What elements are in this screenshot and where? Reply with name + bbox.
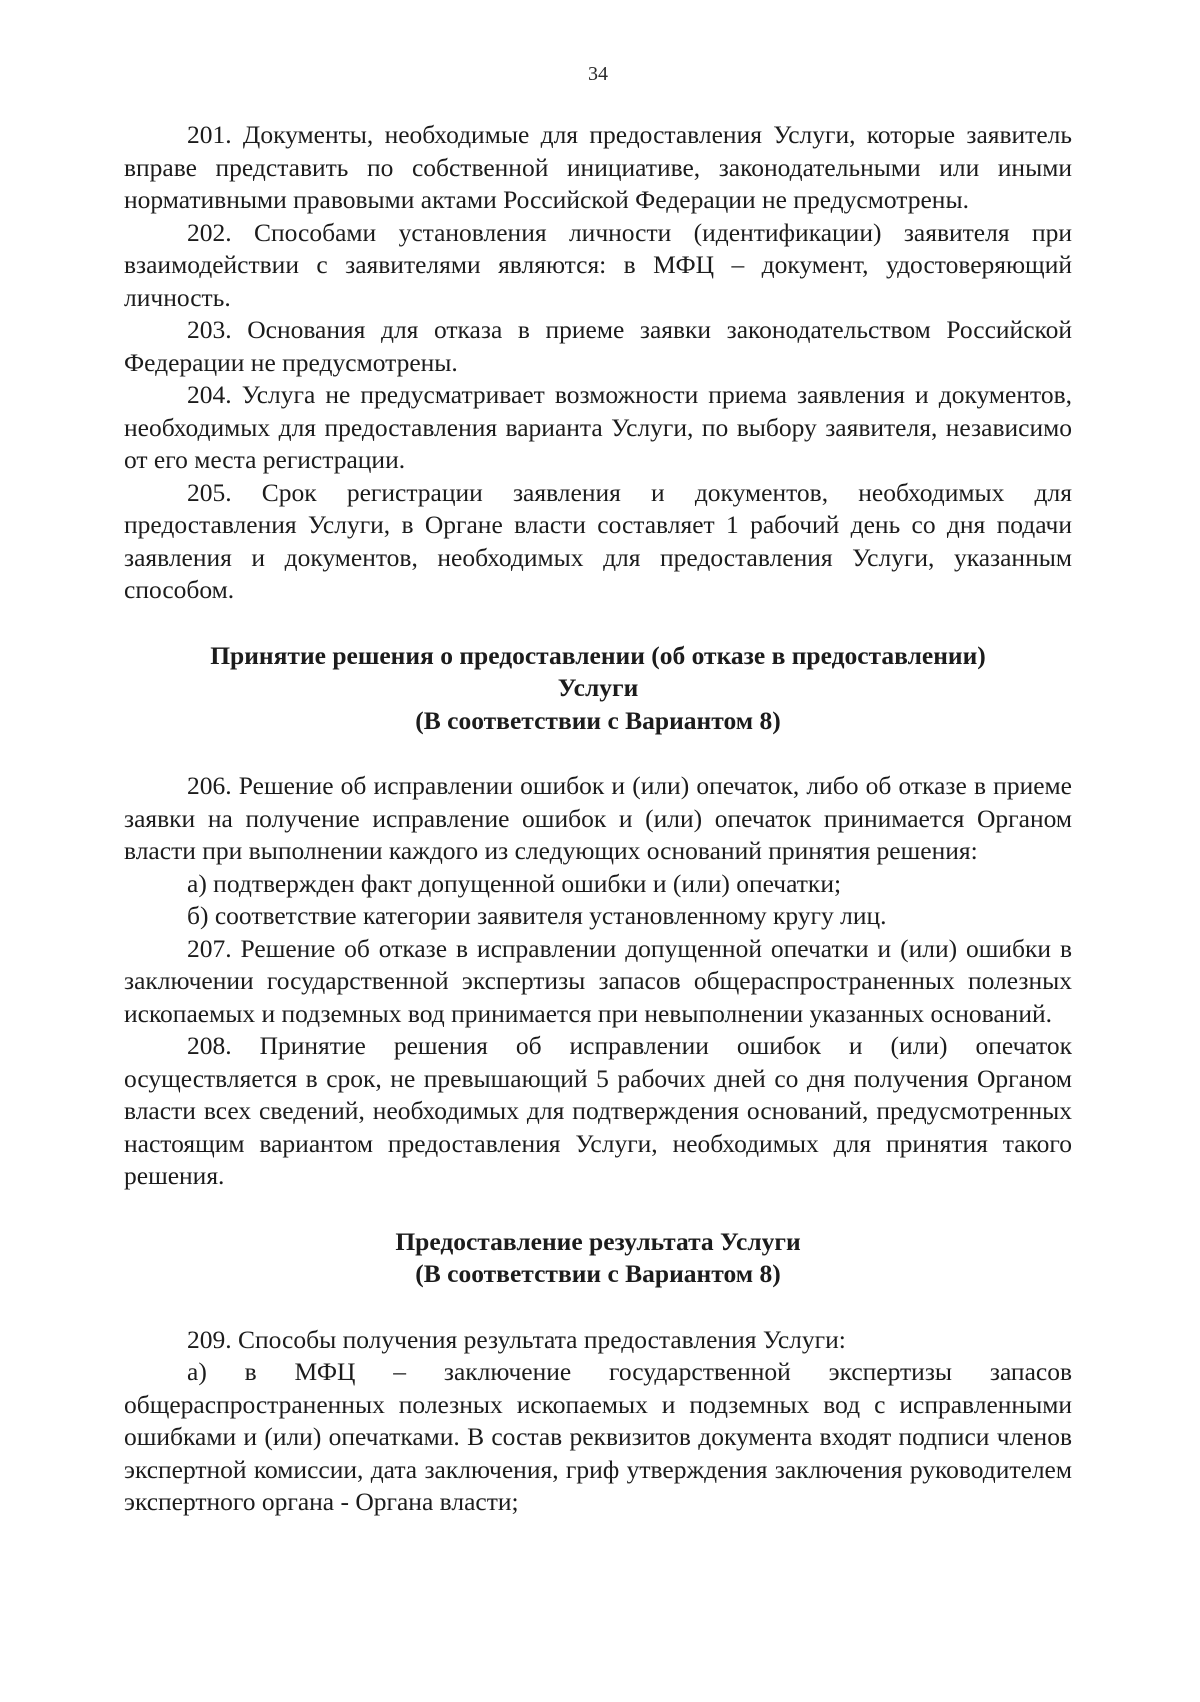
paragraph-202: 202. Способами установления личности (идентификации) заявителя при взаимодействии с заявителями являются: в МФЦ – документ, удостоверяющий личность. — [124, 217, 1072, 312]
paragraph-206-b: б) соответствие категории заявителя установленному кругу лиц. — [187, 901, 887, 930]
heading-line: Предоставление результата Услуги — [395, 1226, 801, 1256]
heading-line: Услуги — [557, 673, 639, 702]
paragraph-203: 203. Основания для отказа в приеме заявки законодательством Российской Федерации не предусмотрены. — [124, 315, 1072, 377]
paragraph-207: 207. Решение об отказе в исправлении допущенной опечатки и (или) ошибки в заключении государственной экспертизы запасов общераспространенных полезных ископаемых и подземных вод принимается при невыполнении указанных оснований. — [124, 933, 1072, 1028]
paragraph-206: 206. Решение об исправлении ошибок и (или) опечаток, либо об отказе в приеме заявки на получение исправление ошибок и (или) опечаток принимается Органом власти при выполнении каждого из следующих оснований принятия решения: — [124, 771, 1072, 865]
paragraph-209: 209. Способы получения результата предоставления Услуги: — [187, 1324, 846, 1354]
paragraph-206-a: а) подтвержден факт допущенной ошибки и (или) опечатки; — [187, 868, 842, 898]
heading-line: (В соответствии с Вариантом 8) — [415, 705, 781, 735]
heading-line: Принятие решения о предоставлении (об отказе в предоставлении) — [210, 640, 986, 670]
heading-line: (В соответствии с Вариантом 8) — [415, 1259, 781, 1288]
section-heading-result — [124, 1226, 1072, 1291]
paragraph-208: 208. Принятие решения об исправлении ошибок и (или) опечаток осуществляется в срок, не превышающий 5 рабочих дней со дня получения Органом власти всех сведений, необходимых для подтверждения оснований, предусмотренных настоящим вариантом предоставления Услуги, необходимых для принятия такого решения. — [124, 1031, 1072, 1190]
paragraph-205: 205. Срок регистрации заявления и документов, необходимых для предоставления Услуги, в Органе власти составляет 1 рабочий день со дня подачи заявления и документов, необходимых для предоставления Услуги, указанным способом. — [124, 477, 1072, 604]
paragraph-201: 201. Документы, необходимые для предоставления Услуги, которые заявитель вправе представить по собственной инициативе, законодательными или иными нормативными правовыми актами Российской Федерации не предусмотрены. — [124, 120, 1072, 214]
section-heading-decision — [124, 640, 1072, 738]
paragraph-209-a: а) в МФЦ – заключение государственной экспертизы запасов общераспространенных полезных ископаемых и подземных вод с исправленными ошибками и (или) опечатками. В состав реквизитов документа входят подписи членов экспертной комиссии, дата заключения, гриф утверждения заключения руководителем экспертного органа - Органа власти; — [124, 1357, 1072, 1516]
paragraph-204: 204. Услуга не предусматривает возможности приема заявления и документов, необходимых для предоставления варианта Услуги, по выбору заявителя, независимо от его места регистрации. — [124, 380, 1072, 474]
page-number: 34 — [588, 63, 608, 85]
